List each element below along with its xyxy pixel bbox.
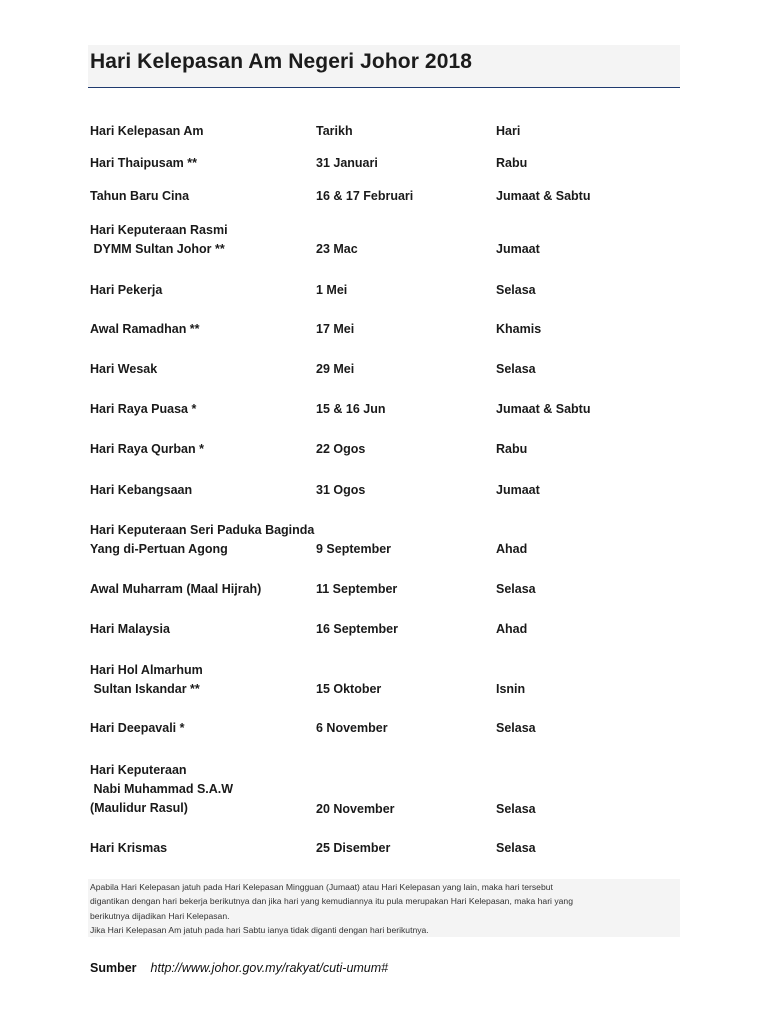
holiday-name [90, 360, 310, 379]
holiday-name-line: Hari Pekerja [90, 283, 163, 297]
holiday-name-line: Sultan Iskandar ** [90, 681, 200, 696]
holiday-name [90, 320, 310, 339]
holiday-name-line: Hari Raya Puasa * [90, 402, 197, 416]
holiday-day: Selasa [496, 362, 536, 376]
holiday-name [90, 440, 310, 459]
holiday-name [90, 661, 310, 699]
holiday-date: 29 Mei [316, 362, 355, 376]
holiday-day: Ahad [496, 542, 528, 556]
holiday-name [90, 761, 310, 818]
holiday-name-line: Hari Hol Almarhum [90, 662, 203, 677]
note-line: digantikan dengan hari bekerja berikutnya dan jika hari yang kemudiannya itu pula merupakan Hari Kelepasan, maka hari yang [90, 896, 573, 907]
holiday-date: 6 November [316, 721, 388, 735]
holiday-date: 22 Ogos [316, 442, 366, 456]
holiday-date: 15 Oktober [316, 682, 382, 696]
holiday-date: 31 Ogos [316, 483, 366, 497]
note-line: Apabila Hari Kelepasan jatuh pada Hari Kelepasan Mingguan (Jumaat) atau Hari Kelepasan yang lain, maka hari tersebut [90, 882, 553, 892]
holiday-date: 20 November [316, 802, 395, 816]
source-label: Sumber [90, 961, 137, 975]
holiday-date: 11 September [316, 582, 398, 596]
note-line: berikutnya dijadikan Hari Kelepasan. [90, 910, 230, 921]
holiday-day: Jumaat [496, 483, 540, 497]
holiday-note [88, 879, 680, 937]
holiday-name-line: Tahun Baru Cina [90, 189, 190, 203]
note-line: Jika Hari Kelepasan Am jatuh pada hari Sabtu ianya tidak diganti dengan hari berikutnya. [90, 925, 429, 936]
page-title: Hari Kelepasan Am Negeri Johor 2018 [90, 50, 473, 73]
holiday-date: 23 Mac [316, 242, 358, 256]
source-line [90, 961, 388, 975]
holiday-day: Ahad [496, 622, 528, 636]
holiday-day: Selasa [496, 283, 536, 297]
header-day: Hari [496, 124, 521, 138]
holiday-name-line: Hari Keputeraan Rasmi [90, 222, 228, 237]
holiday-name-line: (Maulidur Rasul) [90, 801, 188, 815]
header-holiday: Hari Kelepasan Am [90, 124, 204, 138]
holiday-date: 25 Disember [316, 841, 391, 855]
holiday-name-line: Hari Wesak [90, 362, 158, 376]
header-date: Tarikh [316, 124, 353, 138]
holiday-name [90, 521, 315, 559]
holiday-name [90, 400, 310, 419]
holiday-name-line: Hari Deepavali * [90, 721, 185, 735]
holiday-date: 15 & 16 Jun [316, 402, 386, 416]
title-band [88, 45, 680, 88]
holiday-date: 16 September [316, 622, 398, 636]
holiday-name-line: Yang di-Pertuan Agong [90, 541, 228, 556]
holiday-name-line: Hari Kebangsaan [90, 483, 193, 497]
holiday-name-line: Hari Malaysia [90, 622, 170, 636]
holiday-day: Selasa [496, 841, 536, 855]
holiday-name [90, 187, 310, 206]
holiday-date: 9 September [316, 542, 392, 556]
holiday-name [90, 719, 310, 738]
holiday-name-line: Awal Muharram (Maal Hijrah) [90, 582, 262, 596]
holiday-name-line: Awal Ramadhan ** [90, 322, 200, 336]
holiday-day: Jumaat [496, 242, 540, 256]
holiday-name-line: Hari Keputeraan Seri Paduka Baginda [90, 522, 315, 537]
holiday-day: Jumaat & Sabtu [496, 189, 591, 203]
holiday-day: Selasa [496, 802, 536, 816]
holiday-day: Rabu [496, 442, 528, 456]
holiday-date: 1 Mei [316, 283, 348, 297]
holiday-name-line: DYMM Sultan Johor ** [90, 241, 225, 256]
holiday-name-line: Hari Raya Qurban * [90, 442, 204, 456]
holiday-date: 17 Mei [316, 322, 355, 336]
holiday-day: Jumaat & Sabtu [496, 402, 591, 416]
holiday-name-line: Nabi Muhammad S.A.W [90, 782, 234, 796]
holiday-name [90, 281, 310, 300]
holiday-date: 16 & 17 Februari [316, 189, 414, 203]
holiday-day: Isnin [496, 682, 526, 696]
holiday-name-line: Hari Thaipusam ** [90, 156, 197, 170]
holiday-name-line: Hari Keputeraan [90, 763, 187, 777]
holiday-name [90, 620, 310, 639]
holiday-day: Khamis [496, 322, 542, 336]
holiday-date: 31 Januari [316, 156, 378, 170]
holiday-name [90, 481, 310, 500]
holiday-name [90, 839, 310, 858]
holiday-day: Selasa [496, 582, 536, 596]
holiday-name [90, 580, 310, 599]
holiday-name [90, 221, 310, 259]
holiday-day: Selasa [496, 721, 536, 735]
holiday-name [90, 154, 310, 173]
source-link[interactable]: http://www.johor.gov.my/rakyat/cuti-umum# [150, 961, 389, 975]
holiday-name-line: Hari Krismas [90, 841, 168, 855]
holiday-day: Rabu [496, 156, 528, 170]
